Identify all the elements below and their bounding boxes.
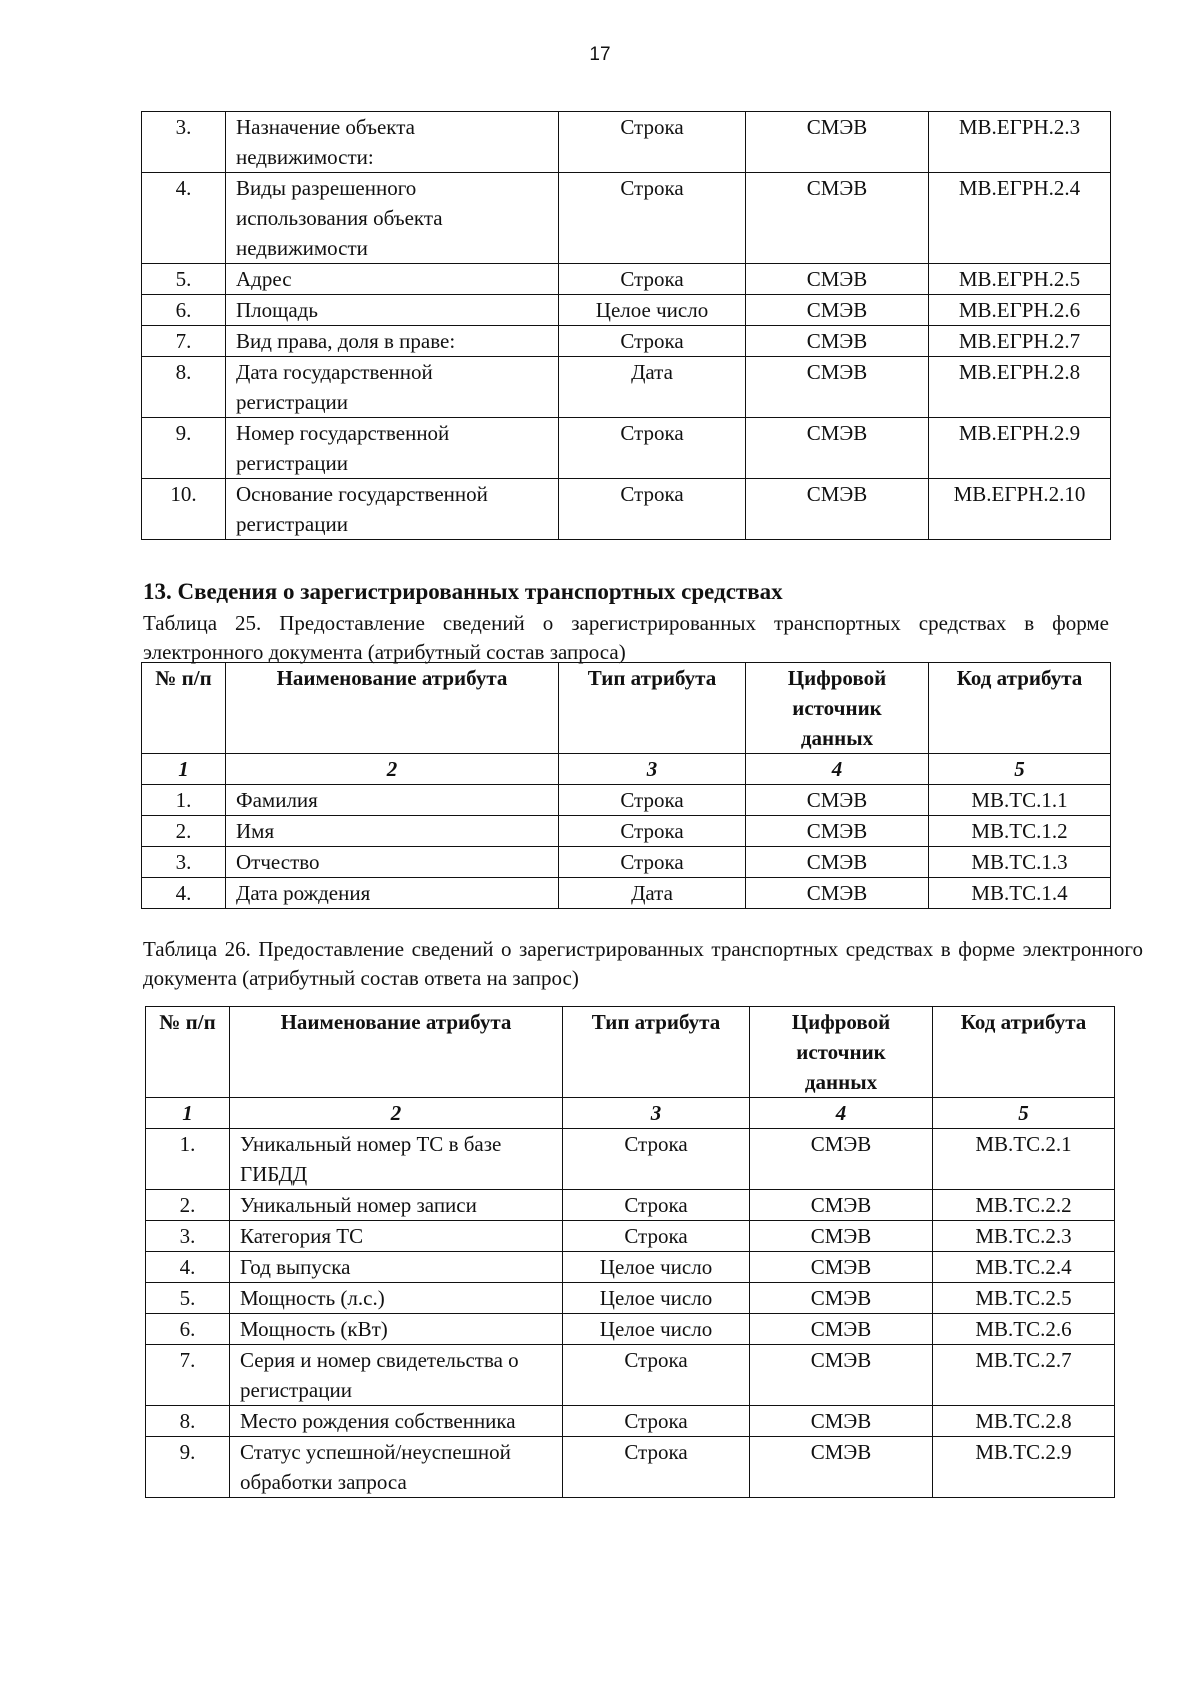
attribute-type-cell: Строка xyxy=(563,1437,750,1498)
data-source-cell: СМЭВ xyxy=(746,264,929,295)
row-number-cell: 7. xyxy=(142,326,226,357)
attribute-code-cell: МВ.ТС.2.3 xyxy=(933,1221,1115,1252)
row-number-cell: 1. xyxy=(146,1129,230,1190)
column-header: Наименование атрибута xyxy=(226,663,559,754)
column-index-cell: 2 xyxy=(226,754,559,785)
column-index-cell: 2 xyxy=(230,1098,563,1129)
table-row xyxy=(146,1252,1115,1283)
attribute-name-cell: Статус успешной/неуспешной обработки запроса xyxy=(230,1437,563,1498)
attribute-type-cell: Строка xyxy=(559,816,746,847)
row-number-cell: 5. xyxy=(142,264,226,295)
table25-header xyxy=(142,663,1111,785)
attribute-code-cell: МВ.ТС.1.3 xyxy=(929,847,1111,878)
row-number-cell: 8. xyxy=(146,1406,230,1437)
attribute-name-cell: Номер государственной регистрации xyxy=(226,418,559,479)
attribute-type-cell: Строка xyxy=(559,785,746,816)
attribute-type-cell: Целое число xyxy=(559,295,746,326)
attribute-code-cell: МВ.ТС.2.8 xyxy=(933,1406,1115,1437)
attribute-code-cell: МВ.ТС.2.9 xyxy=(933,1437,1115,1498)
data-source-cell: СМЭВ xyxy=(746,295,929,326)
attribute-type-cell: Строка xyxy=(563,1406,750,1437)
table-row xyxy=(146,1129,1115,1190)
attribute-name-cell: Площадь xyxy=(226,295,559,326)
table-row xyxy=(142,418,1111,479)
column-header: Код атрибута xyxy=(929,663,1111,754)
row-number-cell: 8. xyxy=(142,357,226,418)
attribute-name-cell: Дата рождения xyxy=(226,878,559,909)
data-source-cell: СМЭВ xyxy=(750,1190,933,1221)
attribute-type-cell: Строка xyxy=(563,1129,750,1190)
attribute-type-cell: Строка xyxy=(559,264,746,295)
table-row xyxy=(146,1406,1115,1437)
column-index-cell: 4 xyxy=(750,1098,933,1129)
data-source-cell: СМЭВ xyxy=(750,1221,933,1252)
column-index-cell: 5 xyxy=(929,754,1111,785)
attribute-name-cell: Мощность (кВт) xyxy=(230,1314,563,1345)
row-number-cell: 2. xyxy=(146,1190,230,1221)
attribute-code-cell: МВ.ЕГРН.2.5 xyxy=(929,264,1111,295)
attribute-name-cell: Вид права, доля в праве: xyxy=(226,326,559,357)
table-row xyxy=(142,785,1111,816)
column-index-cell: 4 xyxy=(746,754,929,785)
attribute-code-cell: МВ.ТС.2.5 xyxy=(933,1283,1115,1314)
attribute-code-cell: МВ.ЕГРН.2.4 xyxy=(929,173,1111,264)
column-header: Наименование атрибута xyxy=(230,1007,563,1098)
column-index-cell: 3 xyxy=(559,754,746,785)
table-row xyxy=(142,173,1111,264)
row-number-cell: 3. xyxy=(142,847,226,878)
data-source-cell: СМЭВ xyxy=(750,1283,933,1314)
data-source-cell: СМЭВ xyxy=(750,1129,933,1190)
attribute-name-cell: Отчество xyxy=(226,847,559,878)
attribute-name-cell: Год выпуска xyxy=(230,1252,563,1283)
table-row xyxy=(142,357,1111,418)
data-source-cell: СМЭВ xyxy=(746,173,929,264)
column-index-row xyxy=(142,754,1111,785)
attribute-name-cell: Мощность (л.с.) xyxy=(230,1283,563,1314)
attribute-name-cell: Место рождения собственника xyxy=(230,1406,563,1437)
table25-body xyxy=(142,785,1111,909)
column-index-cell: 5 xyxy=(933,1098,1115,1129)
table26-caption: Таблица 26. Предоставление сведений о зарегистрированных транспортных средствах в форме электронного документа (атрибутный состав ответа на запрос) xyxy=(143,937,1143,990)
row-number-cell: 6. xyxy=(142,295,226,326)
row-number-cell: 6. xyxy=(146,1314,230,1345)
table-row xyxy=(142,326,1111,357)
column-header: Тип атрибута xyxy=(563,1007,750,1098)
data-source-cell: СМЭВ xyxy=(746,847,929,878)
attribute-code-cell: МВ.ТС.2.4 xyxy=(933,1252,1115,1283)
column-index-row xyxy=(146,1098,1115,1129)
attribute-type-cell: Целое число xyxy=(563,1314,750,1345)
attribute-type-cell: Строка xyxy=(559,326,746,357)
data-source-cell: СМЭВ xyxy=(750,1345,933,1406)
attribute-name-cell: Назначение объекта недвижимости: xyxy=(226,112,559,173)
table-row xyxy=(142,816,1111,847)
attribute-name-cell: Серия и номер свидетельства о регистрации xyxy=(230,1345,563,1406)
table26-body xyxy=(146,1129,1115,1498)
attribute-name-cell: Имя xyxy=(226,816,559,847)
attribute-type-cell: Строка xyxy=(563,1190,750,1221)
attribute-type-cell: Строка xyxy=(559,418,746,479)
row-number-cell: 4. xyxy=(142,173,226,264)
attribute-code-cell: МВ.ТС.1.1 xyxy=(929,785,1111,816)
table-continued xyxy=(141,111,1111,540)
data-source-cell: СМЭВ xyxy=(750,1314,933,1345)
attribute-code-cell: МВ.ТС.1.2 xyxy=(929,816,1111,847)
attribute-name-cell: Адрес xyxy=(226,264,559,295)
column-header: Код атрибута xyxy=(933,1007,1115,1098)
table26-header xyxy=(146,1007,1115,1129)
attribute-code-cell: МВ.ЕГРН.2.7 xyxy=(929,326,1111,357)
data-source-cell: СМЭВ xyxy=(746,816,929,847)
data-source-cell: СМЭВ xyxy=(746,785,929,816)
row-number-cell: 4. xyxy=(146,1252,230,1283)
attribute-code-cell: МВ.ТС.2.6 xyxy=(933,1314,1115,1345)
table-row xyxy=(146,1221,1115,1252)
data-source-cell: СМЭВ xyxy=(746,418,929,479)
table-row xyxy=(146,1345,1115,1406)
table-row xyxy=(146,1283,1115,1314)
attribute-code-cell: МВ.ЕГРН.2.9 xyxy=(929,418,1111,479)
attribute-name-cell: Фамилия xyxy=(226,785,559,816)
data-source-cell: СМЭВ xyxy=(746,112,929,173)
attribute-name-cell: Основание государственной регистрации xyxy=(226,479,559,540)
row-number-cell: 7. xyxy=(146,1345,230,1406)
row-number-cell: 5. xyxy=(146,1283,230,1314)
row-number-cell: 3. xyxy=(146,1221,230,1252)
table-row xyxy=(142,479,1111,540)
header-row xyxy=(146,1007,1115,1098)
attribute-code-cell: МВ.ЕГРН.2.6 xyxy=(929,295,1111,326)
column-index-cell: 1 xyxy=(146,1098,230,1129)
table-row xyxy=(146,1437,1115,1498)
attribute-type-cell: Строка xyxy=(563,1345,750,1406)
table-row xyxy=(142,264,1111,295)
data-source-cell: СМЭВ xyxy=(746,878,929,909)
attribute-type-cell: Строка xyxy=(559,479,746,540)
table-row xyxy=(146,1314,1115,1345)
table-row xyxy=(142,112,1111,173)
attribute-code-cell: МВ.ЕГРН.2.10 xyxy=(929,479,1111,540)
attribute-code-cell: МВ.ТС.2.1 xyxy=(933,1129,1115,1190)
attribute-code-cell: МВ.ТС.1.4 xyxy=(929,878,1111,909)
attribute-type-cell: Дата xyxy=(559,357,746,418)
attribute-type-cell: Строка xyxy=(559,112,746,173)
column-index-cell: 1 xyxy=(142,754,226,785)
column-header: Тип атрибута xyxy=(559,663,746,754)
row-number-cell: 9. xyxy=(146,1437,230,1498)
column-header: Цифровой источник данных xyxy=(750,1007,933,1098)
attribute-name-cell: Уникальный номер ТС в базе ГИБДД xyxy=(230,1129,563,1190)
attribute-name-cell: Виды разрешенного использования объекта недвижимости xyxy=(226,173,559,264)
table26 xyxy=(145,1006,1115,1498)
attribute-type-cell: Строка xyxy=(559,847,746,878)
row-number-cell: 2. xyxy=(142,816,226,847)
data-source-cell: СМЭВ xyxy=(750,1252,933,1283)
attribute-name-cell: Уникальный номер записи xyxy=(230,1190,563,1221)
row-number-cell: 4. xyxy=(142,878,226,909)
attribute-name-cell: Категория ТС xyxy=(230,1221,563,1252)
attribute-code-cell: МВ.ТС.2.2 xyxy=(933,1190,1115,1221)
row-number-cell: 1. xyxy=(142,785,226,816)
page-number: 17 xyxy=(589,44,611,65)
table25-caption: Таблица 25. Предоставление сведений о зарегистрированных транспортных средствах в форме электронного документа (атрибутный состав запроса) xyxy=(143,611,1109,664)
table-row xyxy=(142,878,1111,909)
table25 xyxy=(141,662,1111,909)
table-row xyxy=(142,295,1111,326)
data-source-cell: СМЭВ xyxy=(746,357,929,418)
data-source-cell: СМЭВ xyxy=(746,326,929,357)
data-source-cell: СМЭВ xyxy=(750,1437,933,1498)
attribute-type-cell: Дата xyxy=(559,878,746,909)
attribute-type-cell: Строка xyxy=(559,173,746,264)
attribute-code-cell: МВ.ЕГРН.2.3 xyxy=(929,112,1111,173)
column-index-cell: 3 xyxy=(563,1098,750,1129)
column-header: № п/п xyxy=(142,663,226,754)
attribute-code-cell: МВ.ТС.2.7 xyxy=(933,1345,1115,1406)
column-header: Цифровой источник данных xyxy=(746,663,929,754)
attribute-type-cell: Строка xyxy=(563,1221,750,1252)
table-row xyxy=(142,847,1111,878)
attribute-type-cell: Целое число xyxy=(563,1283,750,1314)
row-number-cell: 9. xyxy=(142,418,226,479)
data-source-cell: СМЭВ xyxy=(746,479,929,540)
header-row xyxy=(142,663,1111,754)
table-continued-body xyxy=(142,112,1111,540)
row-number-cell: 3. xyxy=(142,112,226,173)
row-number-cell: 10. xyxy=(142,479,226,540)
attribute-code-cell: МВ.ЕГРН.2.8 xyxy=(929,357,1111,418)
section-heading: 13. Сведения о зарегистрированных транспортных средствах xyxy=(143,579,783,604)
column-header: № п/п xyxy=(146,1007,230,1098)
data-source-cell: СМЭВ xyxy=(750,1406,933,1437)
table-row xyxy=(146,1190,1115,1221)
attribute-type-cell: Целое число xyxy=(563,1252,750,1283)
attribute-name-cell: Дата государственной регистрации xyxy=(226,357,559,418)
